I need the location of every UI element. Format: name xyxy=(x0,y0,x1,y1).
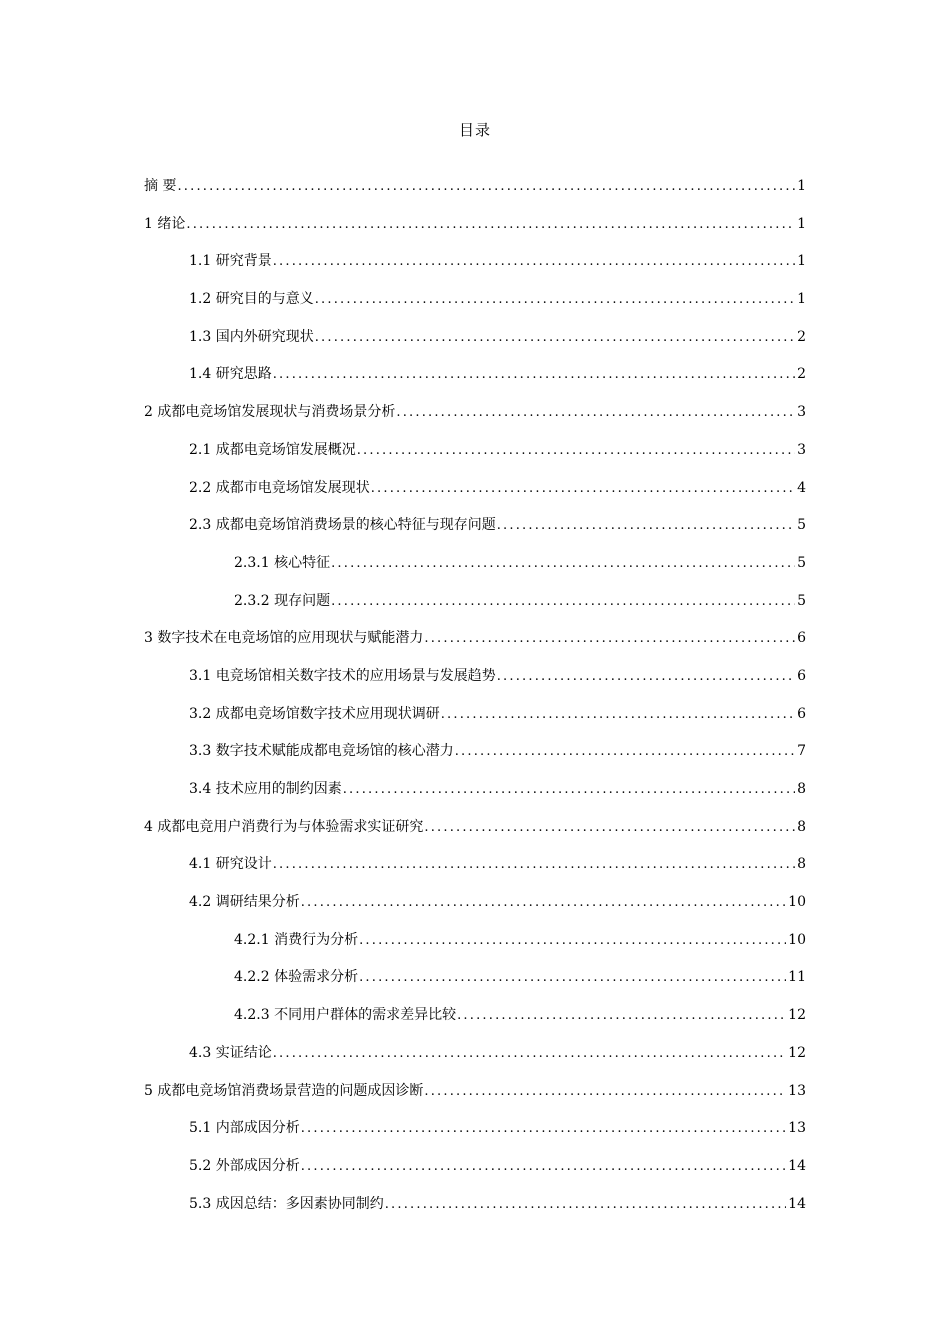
toc-page-number: 1 xyxy=(797,291,806,308)
toc-entry-label: 5.1 内部成因分析 xyxy=(189,1120,300,1137)
toc-page-number: 13 xyxy=(788,1082,806,1099)
toc-dot-leader xyxy=(315,281,795,319)
toc-entry-label: 4.2 调研结果分析 xyxy=(189,894,300,911)
toc-dot-leader xyxy=(359,959,786,997)
toc-dot-leader xyxy=(385,1186,786,1224)
toc-entry[interactable] xyxy=(144,394,806,432)
toc-entry[interactable] xyxy=(144,1110,806,1148)
toc-entry[interactable] xyxy=(144,583,806,621)
toc-entry[interactable] xyxy=(144,658,806,696)
toc-page-number: 3 xyxy=(797,441,806,458)
toc-entry[interactable] xyxy=(144,1186,806,1224)
toc-entry-label: 3 数字技术在电竞场馆的应用现状与赋能潜力 xyxy=(144,630,424,647)
toc-entry-label: 3.3 数字技术赋能成都电竞场馆的核心潜力 xyxy=(189,743,454,760)
toc-entry[interactable] xyxy=(144,884,806,922)
toc-page-number: 7 xyxy=(797,743,806,760)
toc-dot-leader xyxy=(371,470,795,508)
toc-entry-label: 2.3.2 现存问题 xyxy=(234,592,331,609)
toc-entry-label: 1.1 研究背景 xyxy=(189,253,272,270)
toc-entry-label: 2 成都电竞场馆发展现状与消费场景分析 xyxy=(144,404,396,421)
toc-page-number: 12 xyxy=(788,1007,806,1024)
toc-dot-leader xyxy=(359,922,786,960)
toc-dot-leader xyxy=(301,1148,786,1186)
toc-entry-label: 5.3 成因总结：多因素协同制约 xyxy=(189,1195,384,1212)
toc-entry-label: 4.3 实证结论 xyxy=(189,1044,272,1061)
toc-dot-leader xyxy=(424,620,795,658)
toc-dot-leader xyxy=(441,696,795,734)
toc-entry-label: 1 绪论 xyxy=(144,215,186,232)
toc-dot-leader xyxy=(177,168,795,206)
toc-page-number: 5 xyxy=(797,517,806,534)
toc-entry[interactable] xyxy=(144,922,806,960)
toc-entry-label: 2.3.1 核心特征 xyxy=(234,554,331,571)
toc-page-number: 2 xyxy=(797,366,806,383)
toc-list xyxy=(144,168,806,1223)
toc-page-number: 13 xyxy=(788,1120,806,1137)
toc-dot-leader xyxy=(331,545,795,583)
toc-page-number: 1 xyxy=(797,178,806,194)
toc-entry-label: 5 成都电竞场馆消费场景营造的问题成因诊断 xyxy=(144,1082,424,1099)
toc-page-number: 6 xyxy=(797,705,806,722)
toc-entry[interactable] xyxy=(144,206,806,244)
toc-entry[interactable] xyxy=(144,997,806,1035)
toc-entry[interactable] xyxy=(144,1073,806,1111)
toc-page-number: 8 xyxy=(797,818,806,835)
toc-page-number: 5 xyxy=(797,592,806,609)
toc-dot-leader xyxy=(424,1073,786,1111)
toc-dot-leader xyxy=(273,1035,786,1073)
toc-page-number: 10 xyxy=(788,894,806,911)
toc-dot-leader xyxy=(273,846,795,884)
toc-dot-leader xyxy=(186,206,795,244)
toc-entry[interactable] xyxy=(144,809,806,847)
toc-entry[interactable] xyxy=(144,846,806,884)
toc-entry-label: 5.2 外部成因分析 xyxy=(189,1157,300,1174)
toc-entry[interactable] xyxy=(144,1148,806,1186)
toc-page-number: 8 xyxy=(797,856,806,873)
toc-dot-leader xyxy=(315,319,795,357)
toc-entry-label: 3.2 成都电竞场馆数字技术应用现状调研 xyxy=(189,705,440,722)
toc-entry[interactable] xyxy=(144,696,806,734)
toc-page-number: 6 xyxy=(797,630,806,647)
toc-entry[interactable] xyxy=(144,733,806,771)
toc-entry-label: 3.1 电竞场馆相关数字技术的应用场景与发展趋势 xyxy=(189,667,496,684)
toc-entry-label: 4 成都电竞用户消费行为与体验需求实证研究 xyxy=(144,818,424,835)
toc-dot-leader xyxy=(273,356,795,394)
toc-entry-label: 4.2.3 不同用户群体的需求差异比较 xyxy=(234,1007,457,1024)
toc-entry-label: 1.3 国内外研究现状 xyxy=(189,328,314,345)
toc-page-number: 8 xyxy=(797,781,806,797)
toc-entry[interactable] xyxy=(144,243,806,281)
toc-entry[interactable] xyxy=(144,1035,806,1073)
toc-page-number: 12 xyxy=(788,1044,806,1061)
toc-page-number: 5 xyxy=(797,554,806,571)
toc-dot-leader xyxy=(497,658,795,696)
toc-entry[interactable] xyxy=(144,959,806,997)
toc-entry-label: 4.2.2 体验需求分析 xyxy=(234,969,359,986)
toc-dot-leader xyxy=(455,733,795,771)
toc-page-number: 4 xyxy=(797,479,806,496)
toc-entry[interactable] xyxy=(144,356,806,394)
toc-page-number: 3 xyxy=(797,404,806,421)
toc-page-number: 11 xyxy=(788,969,806,986)
toc-page-number: 14 xyxy=(788,1195,806,1212)
toc-dot-leader xyxy=(273,243,795,281)
toc-entry-label: 2.2 成都市电竞场馆发展现状 xyxy=(189,479,370,496)
toc-page-number: 14 xyxy=(788,1157,806,1174)
toc-entry[interactable] xyxy=(144,771,806,809)
toc-page-number: 1 xyxy=(797,215,806,232)
toc-page-number: 10 xyxy=(788,931,806,948)
toc-entry-label: 4.1 研究设计 xyxy=(189,856,272,873)
toc-dot-leader xyxy=(301,1110,786,1148)
toc-entry-label: 3.4 技术应用的制约因素 xyxy=(189,781,342,797)
toc-dot-leader xyxy=(343,771,795,809)
toc-entry[interactable] xyxy=(144,507,806,545)
toc-page-number: 2 xyxy=(797,328,806,345)
toc-entry[interactable] xyxy=(144,620,806,658)
toc-entry-label: 1.4 研究思路 xyxy=(189,366,272,383)
toc-page-number: 1 xyxy=(797,253,806,270)
toc-entry[interactable] xyxy=(144,281,806,319)
toc-entry-label: 摘 要 xyxy=(144,178,177,194)
toc-entry-label: 4.2.1 消费行为分析 xyxy=(234,931,359,948)
toc-entry-label: 2.1 成都电竞场馆发展概况 xyxy=(189,441,356,458)
toc-title: 目录 xyxy=(458,121,491,139)
toc-entry[interactable] xyxy=(144,168,806,206)
toc-dot-leader xyxy=(424,809,795,847)
toc-dot-leader xyxy=(396,394,795,432)
toc-entry[interactable] xyxy=(144,545,806,583)
toc-entry-label: 1.2 研究目的与意义 xyxy=(189,291,314,308)
toc-dot-leader xyxy=(497,507,795,545)
toc-dot-leader xyxy=(457,997,786,1035)
toc-dot-leader xyxy=(301,884,786,922)
toc-entry-label: 2.3 成都电竞场馆消费场景的核心特征与现存问题 xyxy=(189,517,496,534)
toc-entry[interactable] xyxy=(144,470,806,508)
toc-entry[interactable] xyxy=(144,432,806,470)
toc-page-number: 6 xyxy=(797,667,806,684)
toc-dot-leader xyxy=(357,432,795,470)
toc-dot-leader xyxy=(331,583,795,621)
toc-entry[interactable] xyxy=(144,319,806,357)
